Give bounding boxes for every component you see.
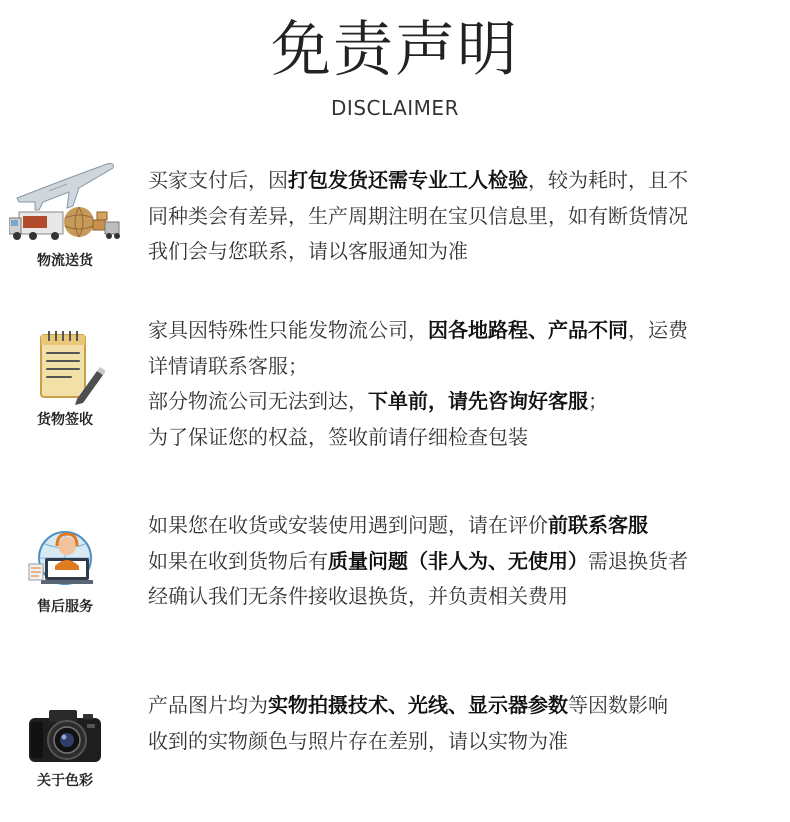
text-line	[148, 508, 784, 544]
section-logistics	[0, 158, 790, 288]
text-run-bold: 下单前，请先咨询好客服	[368, 389, 588, 413]
text-run: 产品图片均为	[148, 693, 268, 717]
page-title: 免责声明	[271, 15, 519, 85]
text-line	[148, 579, 784, 615]
page-subtitle: DISCLAIMER	[331, 96, 459, 120]
text-run-bold: 因各地路程、产品不同	[428, 318, 628, 342]
delivery-label: 货物签收	[37, 412, 93, 428]
after-sales-label: 售后服务	[37, 599, 93, 615]
text-run: 家具因特殊性只能发物流公司，	[148, 318, 428, 342]
text-run-bold: 打包发货还需专业工人检验	[288, 168, 528, 192]
text-run: ，运费	[628, 318, 688, 342]
text-line	[148, 163, 784, 199]
notepad-pencil-icon	[25, 329, 105, 405]
text-line	[148, 384, 784, 420]
text-line	[148, 420, 784, 456]
text-line	[148, 199, 784, 235]
section-after-sales	[0, 508, 790, 628]
text-run: 如果您在收货或安装使用遇到问题，请在评价	[148, 513, 548, 537]
text-run: 买家支付后，因	[148, 168, 288, 192]
delivery-icon-box	[0, 329, 130, 429]
text-run: 详情请联系客服；	[148, 353, 308, 378]
text-run: 需退换货者	[588, 548, 688, 573]
text-run-bold: 质量问题（非人为、无使用）	[328, 548, 588, 573]
text-run-bold: 实物拍摄技术、光线、显示器参数	[268, 693, 568, 717]
text-line	[148, 313, 784, 349]
logistics-label: 物流送货	[37, 253, 93, 269]
text-run: ；	[588, 389, 608, 413]
text-run-bold: 前联系客服	[548, 513, 648, 537]
text-line	[148, 234, 784, 270]
about-color-icon-box	[0, 704, 130, 790]
section-about-color	[0, 688, 790, 808]
camera-icon	[23, 704, 107, 766]
text-line	[148, 724, 784, 760]
text-run: 收到的实物颜色与照片存在差别，请以实物为准	[148, 728, 568, 753]
text-run: 为了保证您的权益，签收前请仔细检查包装	[148, 424, 528, 449]
text-run: 如果在收到货物后有	[148, 548, 328, 573]
text-run: 部分物流公司无法到达，	[148, 389, 368, 413]
text-line	[148, 688, 784, 724]
text-run: 我们会与您联系，请以客服通知为准	[148, 239, 468, 263]
section-delivery-signoff	[0, 313, 790, 463]
text-run: 经确认我们无条件接收退换货，并负责相关费用	[148, 584, 568, 608]
logistics-icon-box	[0, 158, 130, 270]
text-run: 同种类会有差异，生产周期注明在宝贝信息里，如有断货情况	[148, 203, 688, 228]
customer-service-icon	[21, 520, 109, 592]
after-sales-text	[148, 508, 784, 615]
text-line	[148, 544, 784, 580]
text-run: ，较为耗时，且不	[528, 168, 688, 192]
logistics-text	[148, 163, 784, 270]
delivery-text	[148, 313, 784, 455]
about-color-text	[148, 688, 784, 759]
after-sales-icon-box	[0, 520, 130, 616]
text-line	[148, 349, 784, 385]
logistics-icon	[9, 158, 121, 246]
about-color-label: 关于色彩	[37, 773, 93, 789]
text-run: 等因数影响	[568, 693, 668, 717]
